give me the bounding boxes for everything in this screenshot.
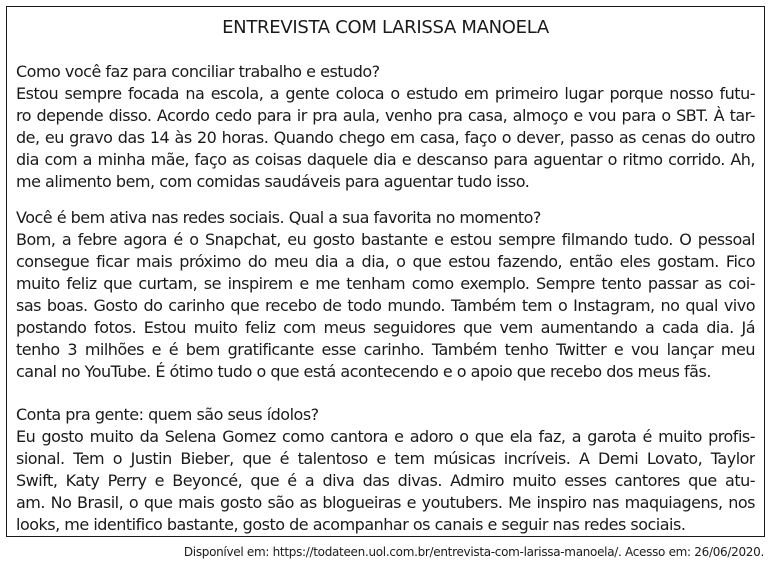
- answer-3-line: sional. Tem o Justin Bieber, que é talentoso e tem músicas incríveis. A Demi Lovato, Taylor: [16, 449, 755, 468]
- answer-3-line: am. No Brasil, o que mais gosto são as blogueiras e youtubers. Me inspiro nas maquiagens, nos: [16, 493, 755, 512]
- interview-section-2: [16, 207, 755, 383]
- interview-box: [6, 6, 765, 537]
- answer-2-line: consegue ficar mais próximo do meu dia a dia, o que estou fazendo, então eles gostam. Fico: [16, 252, 755, 271]
- answer-3-line: Eu gosto muito da Selena Gomez como cantora e adoro o que ela faz, a garota é muito profis-: [16, 427, 755, 446]
- answer-1-line: de, eu gravo das 14 às 20 horas. Quando chego em casa, faço o dever, passo as cenas do outro: [16, 128, 755, 147]
- answer-1-line: dia com a minha mãe, faço as coisas daquele dia e descanso para aguentar o ritmo corrido. Ah,: [16, 150, 755, 169]
- answer-2-line: canal no YouTube. É ótimo tudo o que está acontecendo e o apoio que recebo dos meus fãs.: [16, 362, 711, 381]
- answer-3-line: Swift, Katy Perry e Beyoncé, que é a diva das divas. Admiro muito esses cantores que atu-: [16, 471, 755, 490]
- answer-2-line: sas boas. Gosto do carinho que recebo de todo mundo. Também tem o Instagram, no qual vivo: [16, 296, 755, 315]
- source-citation: Disponível em: https://todateen.uol.com.br/entrevista-com-larissa-manoela/. Acesso em: 26/06/2020.: [183, 545, 764, 559]
- answer-1-line: ro depende disso. Acordo cedo para ir pra aula, venho pra casa, almoço e vou para o SBT. À tar-: [16, 106, 755, 125]
- answer-3-line: looks, me identifico bastante, gosto de acompanhar os canais e seguir nas redes sociais.: [16, 515, 686, 534]
- question-1: Como você faz para conciliar trabalho e estudo?: [16, 62, 380, 81]
- answer-1-line: me alimento bem, com comidas saudáveis para aguentar tudo isso.: [16, 172, 530, 191]
- question-3: Conta pra gente: quem são seus ídolos?: [16, 405, 319, 424]
- interview-section-3: [16, 404, 755, 536]
- answer-2-line: Bom, a febre agora é o Snapchat, eu gosto bastante e estou sempre filmando tudo. O pessoal: [16, 230, 755, 249]
- interview-section-1: [16, 61, 755, 193]
- interview-title: ENTREVISTA COM LARISSA MANOELA: [222, 17, 549, 38]
- answer-2-line: muito feliz que curtam, se inspirem e me tenham como exemplo. Sempre tento passar as coi-: [16, 274, 755, 293]
- answer-1-line: Estou sempre focada na escola, a gente coloca o estudo em primeiro lugar porque nosso futu-: [16, 84, 755, 103]
- answer-2-line: postando fotos. Estou muito feliz com meus seguidores que vem aumentando a cada dia. Já: [16, 318, 755, 337]
- question-2: Você é bem ativa nas redes sociais. Qual a sua favorita no momento?: [16, 208, 541, 227]
- answer-2-line: tenho 3 milhões e é bem gratificante esse carinho. Também tenho Twitter e vou lançar meu: [16, 340, 755, 359]
